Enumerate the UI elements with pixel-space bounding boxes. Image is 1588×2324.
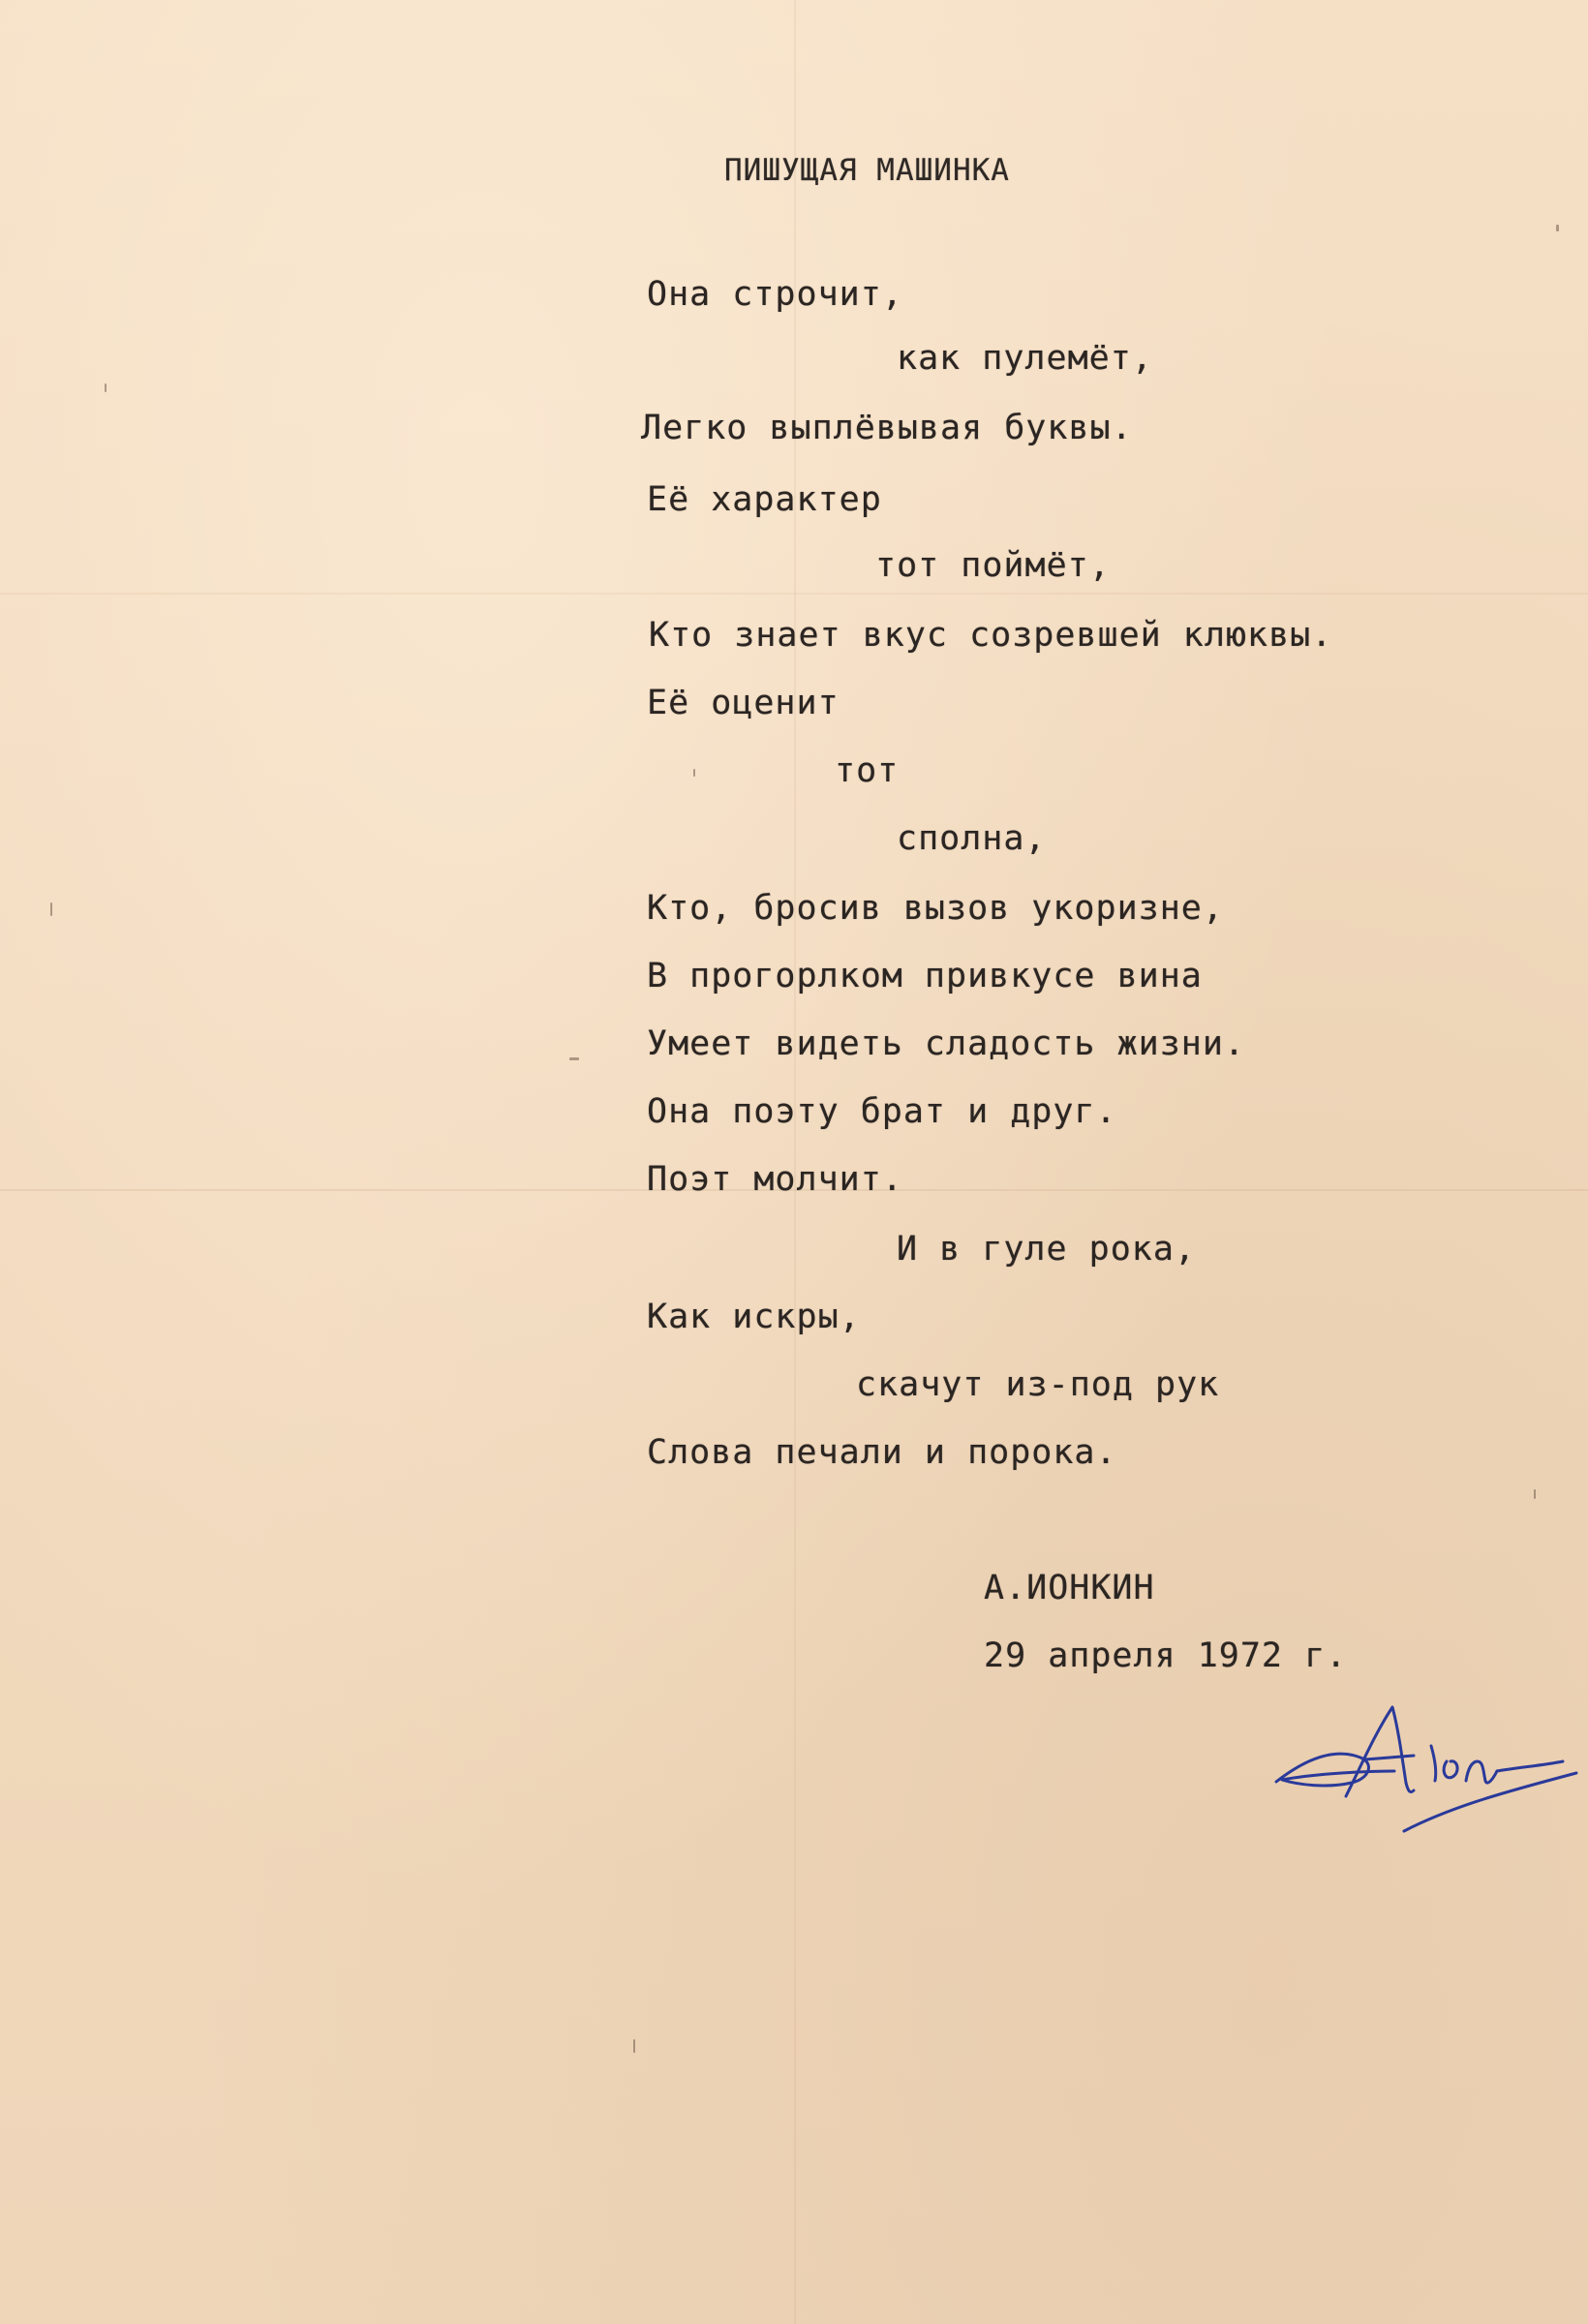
poem-line: Поэт молчит. <box>647 1160 903 1199</box>
paper-speck <box>693 769 695 777</box>
poem-line: Её оценит <box>647 684 840 722</box>
poem-line: Она строчит, <box>647 275 903 314</box>
poem-line: Кто знает вкус созревшей клюквы. <box>649 616 1333 655</box>
poem-line: Умеет видеть сладость жизни. <box>647 1024 1246 1063</box>
paper-speck <box>1556 225 1559 231</box>
paper-speck <box>633 2039 635 2053</box>
poem-line: В прогорлком привкусе вина <box>647 957 1203 995</box>
poem-line: Она поэту брат и друг. <box>647 1092 1117 1131</box>
poem-line: Кто, бросив вызов укоризне, <box>647 889 1224 928</box>
poem-title: ПИШУЩАЯ МАШИНКА <box>724 153 1010 188</box>
poem-line: И в гуле рока, <box>897 1230 1197 1269</box>
poem-line: как пулемёт, <box>897 339 1153 378</box>
poem-line: тот <box>835 751 900 790</box>
poem-line: тот поймёт, <box>875 546 1111 585</box>
paper-speck <box>569 1057 579 1060</box>
paper-speck <box>1534 1489 1536 1499</box>
poem-line: Легко выплёвывая буквы. <box>641 409 1133 447</box>
poem-line: сполна, <box>897 819 1047 858</box>
paper-speck <box>50 902 52 916</box>
paper-speck <box>105 383 107 392</box>
author-name: А.ИОНКИН <box>984 1569 1155 1607</box>
poem-line: скачут из-под рук <box>856 1365 1220 1404</box>
poem-line: Её характер <box>647 480 882 519</box>
poem-line: Слова печали и порока. <box>647 1433 1117 1472</box>
handwritten-signature <box>1268 1690 1588 1845</box>
date-line: 29 апреля 1972 г. <box>984 1636 1348 1675</box>
poem-line: Как искры, <box>647 1298 861 1336</box>
